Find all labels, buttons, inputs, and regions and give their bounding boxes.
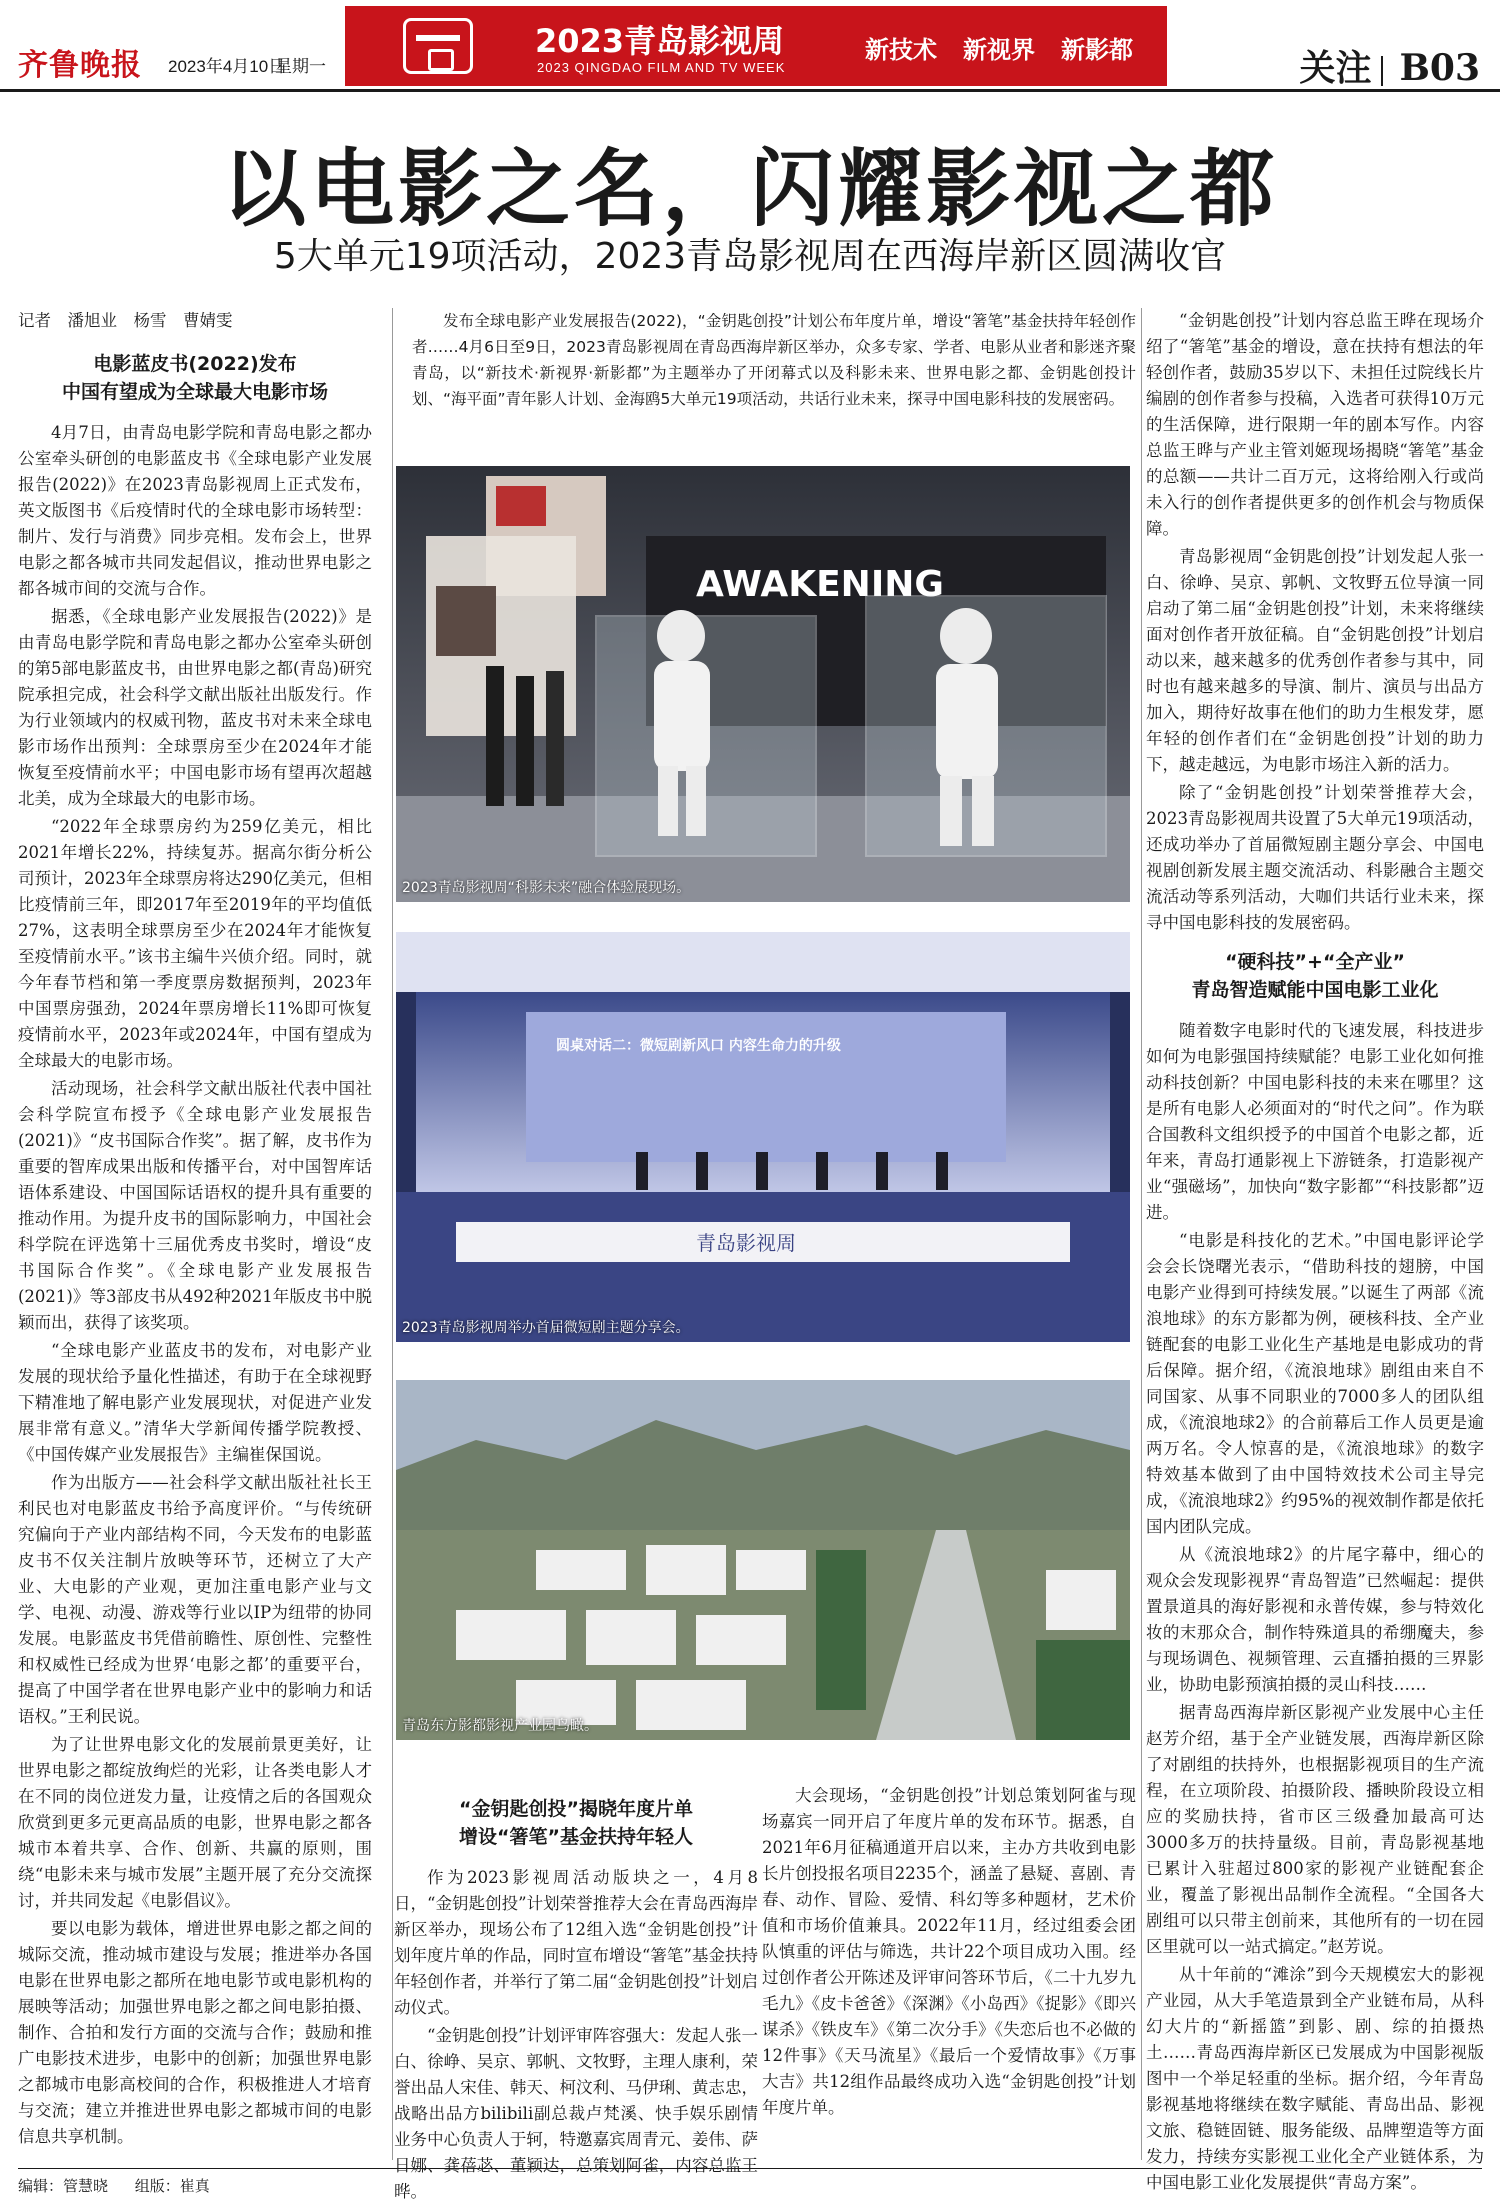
article3-paragraph: 从十年前的“滩涂”到今天规模宏大的影视产业园，从大手笔造景到全产业链布局，从科幻大片的“新摇篮”到影、剧、综的拍摄热土……青岛西海岸新区已发展成为中国影视版图中一个举足轻重的坐标。据介绍，今年青岛影视基地将继续在数字赋能、青岛出品、影视文旅、稳链固链、服务能级、品牌塑造等方面发力，持续夯实影视工业化全产业链体系，为中国电影工业化发展提供“青岛方案”。 xyxy=(1146,1965,1484,2192)
column-middle-bottom-right xyxy=(762,1783,1136,2160)
banner-slogan: 新视界 xyxy=(963,36,1035,64)
issue-date: 2023年4月10日 xyxy=(168,57,286,76)
article1-paragraph: 要以电影为载体，增进世界电影之都之间的城际交流，推动城市建设与发展；推进举办各国电影在世界电影之都所在地电影节或电影机构的展映等活动；加强世界电影之都之间电影拍摄、制作、合拍和发行方面的交流与合作；鼓励和推广电影技术进步，电影中的创新；加强世界电影之都城市电影高校间的合作，积极推进人才培育与交流；建立并推进世界电影之都城市间的电影信息共享机制。 xyxy=(18,1919,372,2146)
exhibit-screen-text: AWAKENING xyxy=(696,564,944,605)
article2-title-line2: 增设“箸笔”基金扶持年轻人 xyxy=(459,1826,693,1848)
photo-exhibition xyxy=(396,466,1130,902)
issue-weekday: 星期一 xyxy=(275,57,326,76)
byline: 记者 潘旭业 杨雪 曹婧雯 xyxy=(18,311,233,330)
article2-paragraph: “金钥匙创投”计划评审阵容强大：发起人张一白、徐峥、吴京、郭帆、文牧野，主理人康利，荣誉出品人宋佳、韩天、柯汶利、马伊琍、黄志忠，战略出品方bilibili副总裁卢梵溪、快手娱乐剧情业务中心负责人于轲，特邀嘉宾周青元、姜伟、萨日娜、龚蓓苾、董颖达，总策划阿雀，内容总监王晔。 xyxy=(394,2026,758,2201)
article1-paragraph: “全球电影产业蓝皮书的发布，对电影产业发展的现状给予量化性描述，有助于在全球视野下精准地了解电影产业发展现状，对促进产业发展非常有意义。”清华大学新闻传播学院教授、《中国传媒产业发展报告》主编崔保国说。 xyxy=(18,1341,372,1464)
banner-subtitle: 2023 QINGDAO FILM AND TV WEEK xyxy=(537,60,786,75)
column-right xyxy=(1146,308,1484,2192)
article3-title-line1: “硬科技”+“全产业” xyxy=(1225,951,1405,973)
photo-aerial-park xyxy=(396,1380,1130,1740)
photo-caption: 青岛东方影都影视产业园鸟瞰。 xyxy=(402,1718,598,1734)
article1-title xyxy=(18,350,372,406)
column-divider xyxy=(1141,308,1142,2160)
article1-title-line2: 中国有望成为全球最大电影市场 xyxy=(61,381,328,403)
article3-title-line2: 青岛智造赋能中国电影工业化 xyxy=(1191,979,1439,1001)
page-number: B03 xyxy=(1399,47,1480,89)
article2-paragraph: “金钥匙创投”计划内容总监王晔在现场介绍了“箸笔”基金的增设，意在扶持有想法的年轻创作者，鼓励35岁以下、未担任过院线长片编剧的创作者参与投稿，入选者可获得10万元的生活保障，进行限期一年的剧本写作。内容总监王晔与产业主管刘姬现场揭晓“箸笔”基金的总额——共计二百万元，这将给刚入行或尚未入行的创作者提供更多的创作机会与物质保障。 xyxy=(1146,311,1484,538)
photo-stage xyxy=(396,932,1130,1342)
article1-paragraph: 为了让世界电影文化的发展前景更美好，让世界电影之都绽放绚烂的光彩，让各类电影人才在不同的岗位迸发力量，让疫情之后的各国观众欣赏到更多元更高品质的电影，世界电影之都各城市本着共享、合作、创新、共赢的原则，围绕“电影未来与城市发展”主题开展了充分交流探讨，并共同发起《电影倡议》。 xyxy=(18,1735,372,1910)
article2-paragraph: 青岛影视周“金钥匙创投”计划发起人张一白、徐峥、吴京、郭帆、文牧野五位导演一同启动了第二届“金钥匙创投”计划，未来将继续面对创作者开放征稿。自“金钥匙创投”计划启动以来，越来越多的优秀创作者参与其中，同时也有越来越多的导演、制片、演员与出品方加入，期待好故事在他们的助力生根发芽，愿年轻的创作者们在“金钥匙创投”计划的助力下，越走越远，为电影市场注入新的活力。 xyxy=(1146,547,1484,774)
stage-front-text: 青岛影视周 xyxy=(696,1231,796,1255)
masthead xyxy=(0,0,1500,92)
newspaper-logo: 齐鲁晚报 xyxy=(18,48,142,83)
stage-screen-text: 圆桌对话二：微短剧新风口 内容生命力的升级 xyxy=(556,1038,841,1054)
section-label xyxy=(1299,40,1480,91)
column-left xyxy=(18,308,372,2160)
banner-slogan: 新技术 xyxy=(865,36,937,64)
article1-paragraph: 据悉，《全球电影产业发展报告(2022)》是由青岛电影学院和青岛电影之都办公室牵头研创的第5部电影蓝皮书，由世界电影之都(青岛)研究院承担完成，社会科学文献出版社出版发行。作为行业领域内的权威刊物，蓝皮书对未来全球电影市场作出预判：全球票房至少在2024年才能恢复至疫情前水平；中国电影市场有望再次超越北美，成为全球最大的电影市场。 xyxy=(18,607,372,808)
main-headline: 以电影之名，闪耀影视之都 xyxy=(221,139,1278,238)
banner-slogan: 新影都 xyxy=(1061,36,1133,64)
footer xyxy=(18,2168,1482,2196)
article3-paragraph: 据青岛西海岸新区影视产业发展中心主任赵芳介绍，基于全产业链发展，西海岸新区除了对剧组的扶持外，也根据影视项目的生产流程，在立项阶段、拍摄阶段、播映阶段设立相应的奖励扶持，省市区三级叠加最高可达3000多万的扶持量级。目前，青岛影视基地已累计入驻超过800家的影视产业链配套企业，覆盖了影视出品制作全流程。“全国各大剧组可以只带主创前来，其他所有的一切在园区里就可以一站式搞定。”赵芳说。 xyxy=(1146,1703,1484,1956)
event-banner xyxy=(345,6,1167,86)
sub-headline: 5大单元19项活动，2023青岛影视周在西海岸新区圆满收官 xyxy=(273,236,1227,277)
article1-paragraph: 活动现场，社会科学文献出版社代表中国社会科学院宣布授予《全球电影产业发展报告(2021)》“皮书国际合作奖”。据了解，皮书作为重要的智库成果出版和传播平台，对中国智库话语体系建设、中国国际话语权的提升具有重要的推动作用。为提升皮书的国际影响力，中国社会科学院在评选第十三届优秀皮书奖时，增设“皮书国际合作奖”。《全球电影产业发展报告(2021)》等3部皮书从492种2021年版皮书中脱颖而出，获得了该奖项。 xyxy=(18,1079,372,1332)
column-middle-bottom-left xyxy=(394,1783,758,2201)
article3-paragraph: “电影是科技化的艺术。”中国电影评论学会会长饶曙光表示，“借助科技的翅膀，中国电影产业得到可持续发展。”以诞生了两部《流浪地球》的东方影都为例，硬核科技、全产业链配套的电影工业化生产基地是电影成功的背后保障。据介绍，《流浪地球》剧组由来自不同国家、从事不同职业的7000多人的团队组成，《流浪地球2》的合前幕后工作人员更是逾两万名。令人惊喜的是，《流浪地球》的数字特效基本做到了由中国特效技术公司主导完成，《流浪地球2》约95%的视效制作都是依托国内团队完成。 xyxy=(1146,1231,1484,1536)
article1-paragraph: “2022年全球票房约为259亿美元，相比2021年增长22%，持续复苏。据高尔街分析公司预计，2023年全球票房将达290亿美元，但相比疫情前三年，即2017年至2019年的平均值低27%，这表明全球票房至少在2024年才能恢复至疫情前水平。”该书主编牛兴侦介绍。同时，就今年春节档和第一季度票房数据预判，2023年中国票房强劲，2024年票房增长11%即可恢复疫情前水平，2023年或2024年，中国有望成为全球最大的电影市场。 xyxy=(18,817,372,1070)
column-divider xyxy=(392,308,393,2160)
layout-credit: 组版：崔真 xyxy=(134,2177,210,2195)
article2-paragraph: 除了“金钥匙创投”计划荣誉推荐大会，2023青岛影视周共设置了5大单元19项活动，还成功举办了首届微短剧主题分享会、中国电视剧创新发展主题交流活动、科影融合主题交流活动等系列活动，大咖们共话行业未来，探寻中国电影科技的发展密码。 xyxy=(1146,783,1484,932)
section-name: 关注 xyxy=(1299,47,1372,89)
banner-title: 2023青岛影视周 xyxy=(535,22,785,60)
photo-caption: 2023青岛影视周“科影未来”融合体验展现场。 xyxy=(402,880,691,896)
article1-paragraph: 4月7日，由青岛电影学院和青岛电影之都办公室牵头研创的电影蓝皮书《全球电影产业发展报告(2022)》在2023青岛影视周上正式发布，英文版图书《后疫情时代的全球电影市场转型：制片、发行与消费》同步亮相。发布会上，世界电影之都各城市共同发起倡议，推动世界电影之都各城市间的交流与合作。 xyxy=(18,423,372,598)
article3-paragraph: 随着数字电影时代的飞速发展，科技进步如何为电影强国持续赋能？电影工业化如何推动科技创新？中国电影科技的未来在哪里？这是所有电影人必须面对的“时代之问”。作为联合国教科文组织授予的中国首个电影之都，近年来，青岛打通影视上下游链条，打造影视产业“强磁场”，加快向“数字影都”“科技影都”迈进。 xyxy=(1146,1021,1484,1222)
article3-paragraph: 从《流浪地球2》的片尾字幕中，细心的观众会发现影视界“青岛智造”已然崛起：提供置景道具的海好影视和永普传媒，参与特效化妆的末那众合，制作特殊道具的希绷魔夫，参与现场调色、视频管理、云直播拍摄的三界影业，协助电影预演拍摄的灵山科技…… xyxy=(1146,1545,1484,1694)
article1-paragraph: 作为出版方——社会科学文献出版社社长王利民也对电影蓝皮书给予高度评价。“与传统研究偏向于产业内部结构不同，今天发布的电影蓝皮书不仅关注制片放映等环节，还树立了大产业、大电影的产业观，更加注重电影产业与文学、电视、动漫、游戏等行业以IP为纽带的协同发展。电影蓝皮书凭借前瞻性、原创性、完整性和权威性已经成为世界‘电影之都’的重要平台，提高了中国学者在世界电影产业中的影响力和话语权。”王利民说。 xyxy=(18,1473,372,1726)
editor-credit: 编辑：管慧晓 xyxy=(18,2177,109,2195)
article3-title xyxy=(1146,948,1484,1004)
section-divider xyxy=(1381,56,1383,86)
photo-caption: 2023青岛影视周举办首届微短剧主题分享会。 xyxy=(402,1320,690,1336)
article2-title-line1: “金钥匙创投”揭晓年度片单 xyxy=(459,1798,693,1820)
lead-paragraph: 发布全球电影产业发展报告(2022)，“金钥匙创投”计划公布年度片单，增设“箸笔”基金扶持年轻创作者……4月6日至9日，2023青岛影视周在青岛西海岸新区举办，众多专家、学者、电影从业者和影迷齐聚青岛，以“新技术·新视界·新影都”为主题举办了开闭幕式以及科影未来、世界电影之都、金钥匙创投计划、“海平面”青年影人计划、金海鸥5大单元19项活动，共话行业未来，探寻中国电影科技的发展密码。 xyxy=(412,312,1136,408)
film-week-emblem-icon xyxy=(403,18,473,74)
article2-paragraph: 作为2023影视周活动版块之一，4月8日，“金钥匙创投”计划荣誉推荐大会在青岛西海岸新区举办，现场公布了12组入选“金钥匙创投”计划年度片单的作品，同时宣布增设“箸笔”基金扶持年轻创作者，并举行了第二届“金钥匙创投”计划启动仪式。 xyxy=(394,1868,758,2017)
article2-title xyxy=(394,1795,758,1851)
article1-title-line1: 电影蓝皮书(2022)发布 xyxy=(93,353,297,375)
lead-paragraph-block xyxy=(412,308,1136,460)
article2-paragraph: 大会现场，“金钥匙创投”计划总策划阿雀与现场嘉宾一同开启了年度片单的发布环节。据悉，自2021年6月征稿通道开启以来，主办方共收到电影长片创投报名项目2235个，涵盖了悬疑、喜剧、青春、动作、冒险、爱情、科幻等多种题材，艺术价值和市场价值兼具。2022年11月，经过组委会团队慎重的评估与筛选，共计22个项目成功入围。经过创作者公开陈述及评审问答环节后，《二十九岁九毛九》《皮卡爸爸》《深渊》《小岛西》《捉影》《即兴谋杀》《铁皮车》《第二次分手》《失恋后也不必做的12件事》《天马流星》《最后一个爱情故事》《万事大吉》共12组作品最终成功入选“金钥匙创投”计划年度片单。 xyxy=(762,1786,1136,2117)
